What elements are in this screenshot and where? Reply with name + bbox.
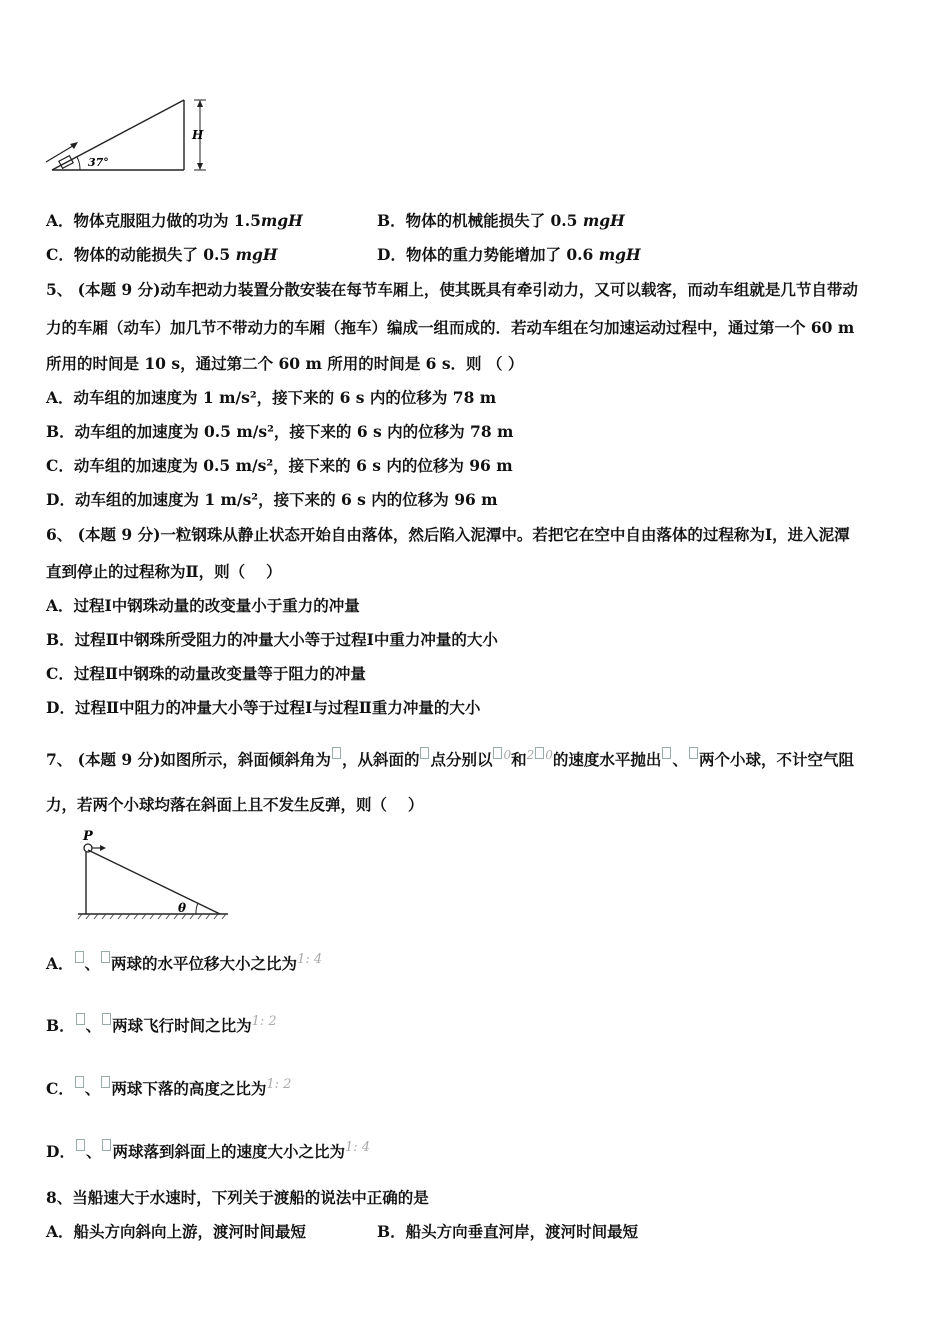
q7-option-d-ratio: 1: 4 — [344, 1140, 371, 1155]
q7-option-c-symbol-2 — [101, 1076, 110, 1088]
q7-option-c — [46, 1075, 291, 1099]
q7-stem-part6: 、 — [672, 750, 688, 769]
q7-option-d-symbol-2 — [102, 1139, 111, 1151]
q8-option-b: B．船头方向垂直河岸，渡河时间最短 — [377, 1222, 639, 1241]
theta-arc — [196, 903, 198, 914]
velocity-arrowhead — [70, 142, 78, 149]
q7-option-c-text: 两球下落的高度之比为 — [111, 1079, 267, 1098]
q7-option-a-symbol-1 — [75, 951, 84, 963]
q7-option-b-ratio: 1: 2 — [251, 1014, 277, 1029]
slope-figure — [70, 826, 240, 926]
q4-option-d-unit: mgH — [598, 245, 641, 264]
q4-option-d-text: D．物体的重力势能增加了 0.6 — [377, 245, 599, 264]
q7-v0-subscript-b: 0 — [545, 748, 553, 762]
q7-missing-symbol-theta — [332, 747, 341, 759]
q7-option-d-sep: 、 — [85, 1142, 102, 1161]
q7-option-c-sep: 、 — [84, 1079, 101, 1098]
throw-arrowhead — [100, 845, 106, 851]
q4-option-c-text: C．物体的动能损失了 0.5 — [46, 245, 236, 264]
q7-option-d — [46, 1138, 370, 1162]
q5-option-a: A．动车组的加速度为 1 m/s²，接下来的 6 s 内的位移为 78 m — [46, 388, 497, 407]
height-arrow-bottom — [197, 163, 203, 170]
q7-missing-symbol-v — [493, 747, 502, 759]
q6-stem-line1: 6、 (本题 9 分)一粒钢珠从静止状态开始自由落体，然后陷入泥潭中。若把它在空中自由落体的过程称为Ⅰ，进入泥潭 — [46, 525, 850, 544]
q7-option-d-symbol-1 — [76, 1139, 85, 1151]
q7-option-b-text: 两球飞行时间之比为 — [112, 1016, 252, 1035]
q7-coefficient-two: 2 — [526, 748, 535, 762]
q5-stem-line3: 所用的时间是 10 s，通过第二个 60 m 所用的时间是 6 s．则 （ ） — [46, 354, 524, 373]
q8-option-a: A．船头方向斜向上游，渡河时间最短 — [46, 1222, 307, 1241]
q7-option-b-sep: 、 — [85, 1016, 102, 1035]
q4-option-c-unit: mgH — [235, 245, 278, 264]
q7-option-b-symbol-2 — [102, 1013, 111, 1025]
q7-missing-symbol-v2 — [535, 747, 544, 759]
q7-v0-subscript-a: 0 — [503, 748, 512, 762]
q5-stem-line2: 力的车厢（动车）加几节不带动力的车厢（拖车）编成一组而成的．若动车组在匀加速运动过程中，通过第一个 60 m — [46, 318, 855, 337]
theta-label: θ — [178, 901, 187, 915]
height-label: H — [192, 128, 204, 142]
q7-stem-part4: 和 — [511, 750, 527, 769]
height-arrow-top — [197, 100, 203, 107]
q7-stem-part2: ，从斜面的 — [341, 750, 420, 769]
angle-label: 37° — [88, 156, 109, 169]
q7-option-a-label: A． — [46, 954, 74, 973]
q5-stem-line1: 5、 (本题 9 分)动车把动力装置分散安装在每节车厢上，使其既具有牵引动力，又可以载客，而动车组就是几节自带动 — [46, 280, 858, 299]
q4-option-a — [46, 211, 303, 231]
q7-option-c-label: C． — [46, 1079, 74, 1098]
q7-option-b — [46, 1012, 277, 1036]
q4-option-a-text: A．物体克服阻力做的功为 1.5 — [46, 211, 261, 230]
q7-stem-line2: 力，若两个小球均落在斜面上且不发生反弹，则（ ） — [46, 795, 424, 814]
q4-option-b-unit: mgH — [582, 211, 625, 230]
q4-option-c — [46, 245, 278, 265]
q7-option-d-label: D． — [46, 1142, 75, 1161]
q7-option-a-ratio: 1: 4 — [297, 952, 323, 967]
angle-arc — [77, 157, 80, 170]
q6-option-c: C．过程Ⅱ中钢珠的动量改变量等于阻力的冲量 — [46, 664, 366, 683]
q7-missing-symbol-b — [689, 747, 698, 759]
q7-option-d-text: 两球落到斜面上的速度大小之比为 — [112, 1142, 345, 1161]
point-p-label: P — [83, 829, 93, 844]
q7-stem-line1 — [46, 745, 854, 770]
q7-stem-part5: 的速度水平抛出 — [552, 750, 662, 769]
q7-stem-part7: 两个小球，不计空气阻 — [698, 750, 854, 769]
q8-stem: 8、当船速大于水速时，下列关于渡船的说法中正确的是 — [46, 1188, 429, 1207]
q5-option-b: B．动车组的加速度为 0.5 m/s²，接下来的 6 s 内的位移为 78 m — [46, 422, 514, 441]
q6-option-d: D．过程Ⅱ中阻力的冲量大小等于过程Ⅰ与过程Ⅱ重力冲量的大小 — [46, 698, 481, 717]
q7-option-b-label: B． — [46, 1016, 75, 1035]
q7-missing-symbol-p — [420, 747, 429, 759]
q4-option-b — [377, 211, 625, 231]
q4-option-d — [377, 245, 641, 265]
q4-option-a-unit: mgH — [260, 211, 303, 230]
q7-stem-part3: 点分别以 — [430, 750, 493, 769]
q5-option-d: D．动车组的加速度为 1 m/s²，接下来的 6 s 内的位移为 96 m — [46, 490, 498, 509]
q7-option-a-text: 两球的水平位移大小之比为 — [111, 954, 298, 973]
q4-option-b-text: B．物体的机械能损失了 0.5 — [377, 211, 583, 230]
q7-option-c-ratio: 1: 2 — [266, 1077, 292, 1092]
q6-stem-line2: 直到停止的过程称为Ⅱ，则（ ） — [46, 562, 282, 581]
q7-missing-symbol-a — [662, 747, 671, 759]
q7-option-c-symbol-1 — [75, 1076, 84, 1088]
incline-figure — [40, 92, 220, 182]
q6-option-a: A．过程Ⅰ中钢珠动量的改变量小于重力的冲量 — [46, 596, 360, 615]
slope-surface — [88, 850, 220, 914]
q6-option-b: B．过程Ⅱ中钢珠所受阻力的冲量大小等于过程Ⅰ中重力冲量的大小 — [46, 630, 498, 649]
q7-option-a — [46, 950, 322, 974]
q7-option-b-symbol-1 — [76, 1013, 85, 1025]
q5-option-c: C．动车组的加速度为 0.5 m/s²，接下来的 6 s 内的位移为 96 m — [46, 456, 513, 475]
q7-option-a-sep: 、 — [84, 954, 101, 973]
q7-option-a-symbol-2 — [101, 951, 110, 963]
q7-stem-part1: 7、 (本题 9 分)如图所示，斜面倾斜角为 — [46, 750, 331, 769]
